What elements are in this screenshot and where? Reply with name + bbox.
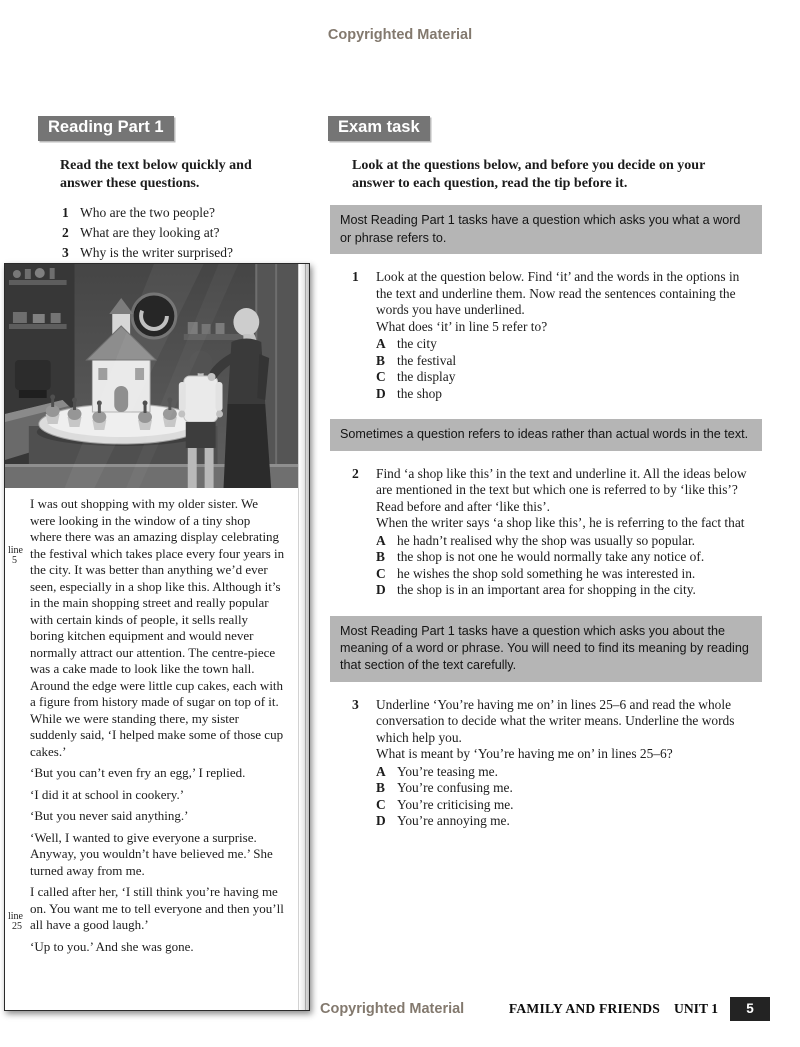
list-item bbox=[62, 203, 312, 223]
option-text: the festival bbox=[397, 352, 457, 368]
option-d bbox=[376, 386, 752, 403]
option-text: You’re confusing me. bbox=[397, 780, 513, 796]
option-c bbox=[376, 797, 752, 814]
exam-task-intro: Look at the questions below, and before you decide on your answer to each question, read the tip before it. bbox=[352, 158, 706, 192]
line-label-number: 25 bbox=[12, 921, 22, 932]
line-label-word: line bbox=[8, 911, 23, 922]
option-letter: B bbox=[376, 780, 385, 796]
option-letter: C bbox=[376, 796, 386, 812]
question-number: 3 bbox=[62, 245, 69, 261]
option-letter: A bbox=[376, 763, 386, 779]
list-item bbox=[62, 243, 312, 263]
option-letter: D bbox=[376, 813, 386, 829]
copyright-watermark-bottom: Copyrighted Material bbox=[320, 1000, 465, 1017]
option-text: the city bbox=[397, 336, 437, 352]
passage-paragraph: ‘Well, I wanted to give everyone a surprise. Anyway, you wouldn’t have believed me.’ She turned away from me. bbox=[30, 829, 273, 878]
option-b bbox=[376, 549, 752, 566]
option-letter: D bbox=[376, 582, 386, 597]
question-prompt: When the writer says ‘a shop like this’, he is referring to the fact that bbox=[376, 515, 745, 530]
option-b bbox=[376, 353, 752, 370]
option-letter: C bbox=[376, 565, 386, 581]
question-number: 2 bbox=[352, 465, 359, 481]
option-text: You’re criticising me. bbox=[397, 796, 514, 812]
exam-task-column bbox=[328, 116, 764, 847]
option-text: the shop bbox=[397, 385, 443, 401]
reading-passage bbox=[5, 488, 309, 955]
kitchen-appliance bbox=[15, 360, 51, 398]
option-a bbox=[376, 764, 752, 781]
line-label-word: line bbox=[8, 545, 23, 556]
exam-tip-1: Most Reading Part 1 tasks have a question which asks you what a word or phrase refers to. bbox=[330, 205, 762, 254]
question-prompt: What does ‘it’ in line 5 refer to? bbox=[376, 318, 548, 334]
exam-tip-3: Most Reading Part 1 tasks have a question which asks you about the meaning of a word or phrase. You will need to find its meaning by reading that section of the text carefully. bbox=[330, 616, 762, 682]
line-25-label bbox=[8, 912, 23, 932]
option-text: the display bbox=[397, 369, 456, 385]
passage-paragraph: ‘But you can’t even fry an egg,’ I replied. bbox=[30, 765, 246, 780]
options-list bbox=[376, 533, 752, 599]
line-label-number: 5 bbox=[12, 555, 17, 566]
passage-paragraph: I called after her, ‘I still think you’re having me on. You want me to tell everyone and then you’ll all have a good laugh.’ bbox=[30, 884, 284, 932]
exam-question-2 bbox=[352, 466, 752, 599]
page-footer bbox=[320, 996, 770, 1021]
passage-paragraph: ‘But you never said anything.’ bbox=[30, 808, 189, 823]
option-text: he wishes the shop sold something he was interested in. bbox=[397, 565, 696, 581]
shop-illustration bbox=[5, 264, 298, 488]
option-letter: C bbox=[376, 369, 386, 385]
option-text: You’re annoying me. bbox=[397, 813, 510, 829]
question-instruction: Find ‘a shop like this’ in the text and underline it. All the ideas below are mentioned in the text but which one is referred to by ‘like this’? Read before and after ‘like this’. bbox=[376, 465, 747, 514]
option-b bbox=[376, 780, 752, 797]
exam-tip-2: Sometimes a question refers to ideas rather than actual words in the text. bbox=[330, 419, 762, 450]
question-body bbox=[376, 466, 752, 599]
passage-paragraph: ‘I did it at school in cookery.’ bbox=[30, 786, 185, 802]
option-c bbox=[376, 566, 752, 583]
page-number-badge: 5 bbox=[730, 997, 770, 1021]
option-d bbox=[376, 582, 752, 599]
option-a bbox=[376, 533, 752, 550]
reading-text-panel bbox=[4, 263, 310, 1011]
option-a bbox=[376, 336, 752, 353]
option-d bbox=[376, 813, 752, 830]
book-page-edge bbox=[298, 264, 309, 1010]
reading-part-column bbox=[38, 116, 312, 264]
question-instruction: Look at the question below. Find ‘it’ and the words in the options in the text and underline them. Now read the sentences containing the words you have underlined. bbox=[376, 269, 740, 318]
option-letter: B bbox=[376, 549, 385, 564]
options-list bbox=[376, 336, 752, 402]
question-instruction: Underline ‘You’re having me on’ in lines 25–6 and read the whole conversation to decide what the writer means. Underline the words which help you. bbox=[376, 696, 735, 745]
question-text: What are they looking at? bbox=[80, 225, 220, 241]
question-number: 2 bbox=[62, 225, 69, 241]
reading-part-header: Reading Part 1 bbox=[38, 116, 174, 141]
option-letter: B bbox=[376, 352, 385, 368]
question-number: 1 bbox=[352, 269, 359, 285]
reading-part-intro: Read the text below quickly and answer these questions. bbox=[60, 158, 252, 191]
question-text: Why is the writer surprised? bbox=[80, 245, 233, 261]
question-prompt: What is meant by ‘You’re having me on’ in lines 25–6? bbox=[376, 746, 673, 762]
exam-task-header: Exam task bbox=[328, 116, 430, 141]
options-list bbox=[376, 764, 752, 830]
option-letter: A bbox=[376, 336, 386, 352]
option-text: You’re teasing me. bbox=[397, 763, 498, 779]
option-text: the shop is in an important area for shopping in the city. bbox=[397, 582, 696, 597]
option-letter: A bbox=[376, 532, 386, 548]
exam-question-1 bbox=[352, 269, 752, 402]
exam-question-3 bbox=[352, 697, 752, 830]
question-number: 1 bbox=[62, 204, 69, 220]
shop-illustration-svg bbox=[5, 264, 298, 488]
option-c bbox=[376, 369, 752, 386]
question-number: 3 bbox=[352, 696, 359, 712]
question-body bbox=[376, 269, 752, 402]
option-text: he hadn’t realised why the shop was usually so popular. bbox=[397, 532, 696, 548]
passage-paragraph: ‘Up to you.’ And she was gone. bbox=[30, 938, 194, 954]
passage-paragraph: I was out shopping with my older sister. We were looking in the window of a tiny shop where there was an amazing display celebrating the festival which takes place every four years in the city. It was better than anything we’d ever seen, especially in a shop like this. Although it’s in the main shopping street and really popular with certain kinds of people, it sells really boring kitchen equipment and would never normally attract our attention. The centre-piece was a cake made to look like the town hall. Around the edge were little cup cakes, each with a figure from history made of sugar on top of it. While we were standing there, my sister suddenly said, ‘I helped make some of those cup cakes.’ bbox=[30, 496, 285, 759]
question-text: Who are the two people? bbox=[80, 204, 215, 220]
line-5-label bbox=[8, 546, 23, 566]
footer-series-title: FAMILY AND FRIENDS bbox=[508, 1000, 661, 1016]
copyright-watermark-top: Copyrighted Material bbox=[327, 27, 473, 43]
option-letter: D bbox=[376, 385, 386, 401]
list-item bbox=[62, 223, 312, 243]
question-body bbox=[376, 697, 752, 830]
footer-unit-label: UNIT 1 bbox=[674, 1000, 718, 1016]
option-text: the shop is not one he would normally take any notice of. bbox=[397, 549, 705, 564]
quick-questions-list bbox=[62, 203, 312, 264]
